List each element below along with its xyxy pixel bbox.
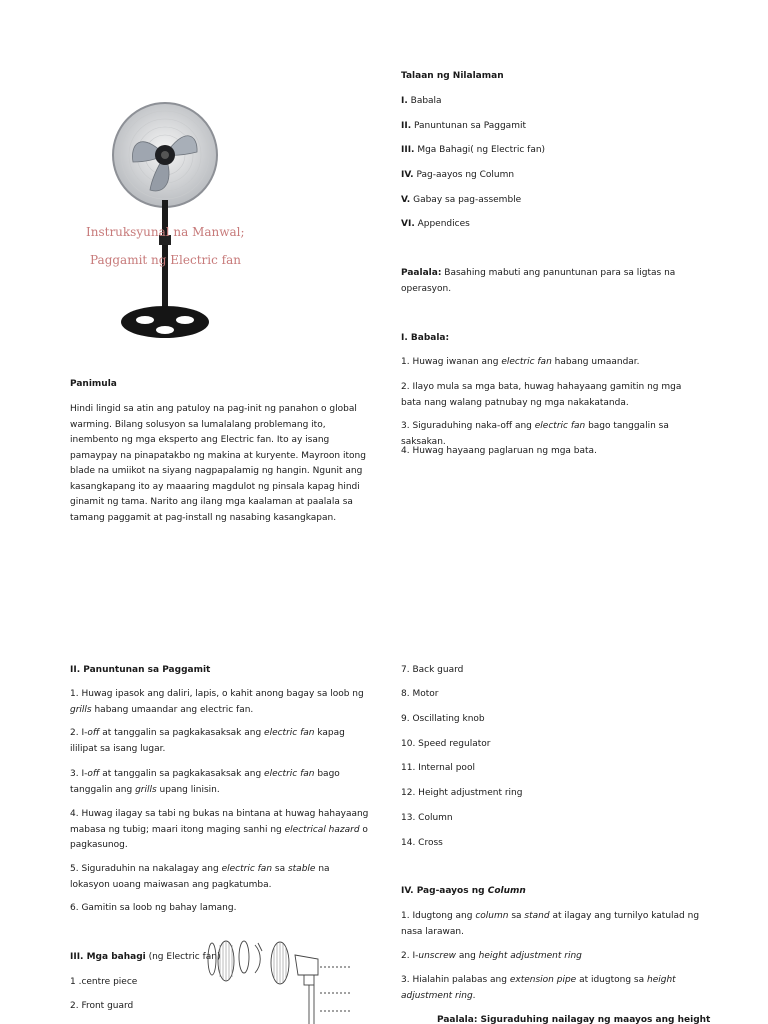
toc-item: V. Gabay sa pag-assemble bbox=[401, 195, 522, 205]
babala-item: 4. Huwag hayaang paglaruan ng mga bata. bbox=[401, 446, 597, 456]
panuntunan-item: 6. Gamitin sa loob ng bahay lamang. bbox=[70, 903, 237, 913]
toc-item: VI. Appendices bbox=[401, 219, 470, 229]
toc-item: II. Panuntunan sa Paggamit bbox=[401, 121, 526, 131]
cover-title-line2: Paggamit ng Electric fan bbox=[90, 253, 241, 267]
babala-item: 1. Huwag iwanan ang electric fan habang umaandar. bbox=[401, 357, 640, 367]
exploded-parts-icon bbox=[200, 935, 355, 1024]
toc-item: III. Mga Bahagi( ng Electric fan) bbox=[401, 145, 546, 155]
column-paalala: Paalala: Siguraduhing nailagay ng maayos ang height bbox=[437, 1015, 711, 1024]
toc-item: I. Babala bbox=[401, 96, 442, 106]
toc-heading: Talaan ng Nilalaman bbox=[401, 71, 504, 81]
panuntunan-item: 1. Huwag ipasok ang daliri, lapis, o kahit anong bagay sa loob ng grills habang umaandar ang electric fan. bbox=[70, 689, 364, 715]
babala-item: 3. Siguraduhing naka-off ang electric fan bago tanggalin sa saksakan. bbox=[401, 421, 669, 447]
stand-fan-icon bbox=[100, 100, 230, 345]
toc-item: IV. Pag-aayos ng Column bbox=[401, 170, 515, 180]
column-item: 2. I-unscrew ang height adjustment ring bbox=[401, 951, 582, 961]
bahagi-item: 13. Column bbox=[401, 813, 453, 823]
panuntunan-heading: II. Panuntunan sa Paggamit bbox=[70, 665, 211, 675]
panimula-body: Hindi lingid sa atin ang patuloy na pag-init ng panahon o global warming. Bilang solusyon sa lumalalang problemang ito, inembento ng mga eksperto ang Electric fan. Ito ay isang pamaypay na pinapatakbo ng makina at kuryente. Mayroon itong blade na umiikot na siyang nagpapalamig ng hangin. Ngunit ang kasangkapang ito ay maaaring magdulot ng pinsala kapag hindi ginamit ng tama. Narito ang ilang mga kaalaman at paalala sa tamang paggamit at pag-install ng nasabing kasangkapan. bbox=[70, 404, 366, 523]
panuntunan-item: 2. I-off at tanggalin sa pagkakasaksak ang electric fan kapag ililipat sa isang lugar. bbox=[70, 728, 345, 754]
bahagi-item: 11. Internal pool bbox=[401, 763, 475, 773]
panuntunan-item: 4. Huwag ilagay sa tabi ng bukas na bintana at huwag hahayaang mabasa ng tubig; maari itong maging sanhi ng electrical hazard o pagkasunog. bbox=[70, 809, 369, 850]
bahagi-item: 12. Height adjustment ring bbox=[401, 788, 523, 798]
fan-parts-diagram bbox=[200, 935, 355, 1024]
bahagi-item: 7. Back guard bbox=[401, 665, 464, 675]
stand-fan-image bbox=[100, 100, 230, 345]
bahagi-item: 1 .centre piece bbox=[70, 977, 138, 987]
bahagi-item: 14. Cross bbox=[401, 838, 443, 848]
bahagi-item: 2. Front guard bbox=[70, 1001, 134, 1011]
bahagi-heading: III. Mga bahagi (ng Electric fan) bbox=[70, 952, 221, 962]
column-heading: IV. Pag-aayos ng Column bbox=[401, 886, 526, 896]
column-item: 1. Idugtong ang column sa stand at ilagay ang turnilyo katulad ng nasa larawan. bbox=[401, 911, 700, 937]
column-item: 3. Hialahin palabas ang extension pipe at idugtong sa height adjustment ring. bbox=[401, 975, 676, 1001]
babala-item: 2. Ilayo mula sa mga bata, huwag hahayaang gamitin ng mga bata nang walang patnubay ng mga nakakatanda. bbox=[401, 382, 682, 408]
bahagi-item: 10. Speed regulator bbox=[401, 739, 491, 749]
bahagi-item: 9. Oscillating knob bbox=[401, 714, 485, 724]
paalala-note: Paalala: Basahing mabuti ang panuntunan para sa ligtas na operasyon. bbox=[401, 268, 676, 294]
panuntunan-item: 3. I-off at tanggalin sa pagkakasaksak ang electric fan bago tanggalin ang grills upang linisin. bbox=[70, 769, 340, 795]
babala-heading: I. Babala: bbox=[401, 333, 450, 343]
cover-title-line1: Instruksyunal na Manwal; bbox=[86, 225, 245, 239]
bahagi-item: 8. Motor bbox=[401, 689, 439, 699]
panuntunan-item: 5. Siguraduhin na nakalagay ang electric fan sa stable na lokasyon uoang maiwasan ang pagkatumba. bbox=[70, 864, 330, 890]
panimula-heading: Panimula bbox=[70, 379, 117, 389]
